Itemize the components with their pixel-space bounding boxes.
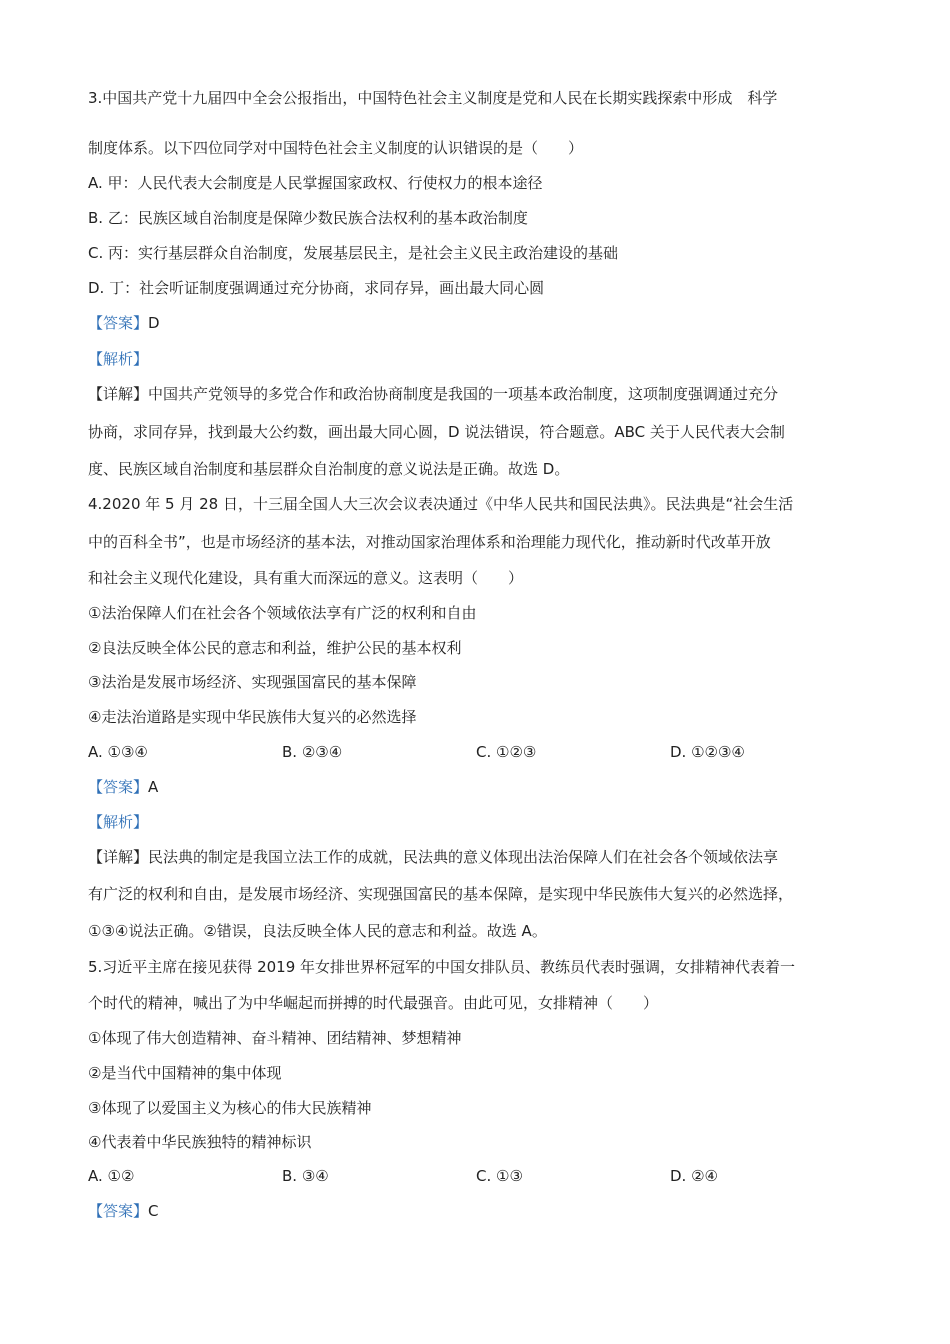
- q5-stem-line2: 个时代的精神，喊出了为中华崛起而拼搏的时代最强音。由此可见，女排精神（ ）: [88, 994, 659, 1012]
- q4-stem-line2: 中的百科全书”，也是市场经济的基本法，对推动国家治理体系和治理能力现代化，推动新时代改革开放: [88, 533, 771, 551]
- q5-option-b: B. ③④: [282, 1167, 329, 1185]
- detail-text: 民法典的制定是我国立法工作的成就，民法典的意义体现出法治保障人们在社会各个领域依法享: [148, 848, 779, 866]
- q4-stem-line1: 4.2020 年 5 月 28 日，十三届全国人大三次会议表决通过《中华人民共和国民法典》。民法典是“社会生活: [88, 495, 794, 513]
- q3-option-a: A. 甲：人民代表大会制度是人民掌握国家政权、行使权力的根本途径: [88, 174, 543, 192]
- q5-option-a: A. ①②: [88, 1167, 135, 1185]
- q3-answer: [88, 313, 160, 333]
- answer-tag: 【答案】: [88, 314, 149, 332]
- q5-stem-line1: 5.习近平主席在接见获得 2019 年女排世界杯冠军的中国女排队员、教练员代表时强调，女排精神代表着一: [88, 958, 796, 976]
- q3-stem-line1: 3.中国共产党十九届四中全会公报指出，中国特色社会主义制度是党和人民在长期实践探索中形成 科学: [88, 89, 778, 107]
- q3-option-b: B. 乙：民族区域自治制度是保障少数民族合法权利的基本政治制度: [88, 209, 528, 227]
- q3-detail-line1: [88, 384, 778, 404]
- q3-stem-line2: 制度体系。以下四位同学对中国特色社会主义制度的认识错误的是（ ）: [88, 139, 584, 157]
- q4-answer: [88, 777, 158, 797]
- q4-item4: ④走法治道路是实现中华民族伟大复兴的必然选择: [88, 708, 417, 726]
- q5-item1: ①体现了伟大创造精神、奋斗精神、团结精神、梦想精神: [88, 1029, 462, 1047]
- answer-tag: 【答案】: [88, 778, 149, 796]
- q4-item1: ①法治保障人们在社会各个领域依法享有广泛的权利和自由: [88, 604, 477, 622]
- q5-item4: ④代表着中华民族独特的精神标识: [88, 1133, 312, 1151]
- q4-option-c: C. ①②③: [476, 743, 537, 761]
- q5-option-d: D. ②④: [670, 1167, 718, 1185]
- q4-item3: ③法治是发展市场经济、实现强国富民的基本保障: [88, 673, 417, 691]
- q3-analysis-tag: 【解析】: [88, 350, 149, 368]
- q4-analysis-tag: 【解析】: [88, 813, 149, 831]
- q5-item2: ②是当代中国精神的集中体现: [88, 1064, 282, 1082]
- q5-answer: [88, 1201, 159, 1221]
- detail-tag: 【详解】: [88, 385, 149, 403]
- q3-detail-line2: 协商，求同存异，找到最大公约数，画出最大同心圆，D 说法错误，符合题意。ABC 关于人民代表大会制: [88, 423, 785, 441]
- answer-tag: 【答案】: [88, 1202, 149, 1220]
- detail-tag: 【详解】: [88, 848, 149, 866]
- answer-value: A: [148, 778, 159, 796]
- q3-detail-line3: 度、民族区域自治制度和基层群众自治制度的意义说法是正确。故选 D。: [88, 460, 570, 478]
- q4-option-d: D. ①②③④: [670, 743, 745, 761]
- q4-item2: ②良法反映全体公民的意志和利益，维护公民的基本权利: [88, 639, 462, 657]
- q3-option-d: D. 丁：社会听证制度强调通过充分协商，求同存异，画出最大同心圆: [88, 279, 545, 297]
- q3-option-c: C. 丙：实行基层群众自治制度，发展基层民主，是社会主义民主政治建设的基础: [88, 244, 619, 262]
- q4-stem-line3: 和社会主义现代化建设，具有重大而深远的意义。这表明（ ）: [88, 569, 524, 587]
- answer-value: D: [148, 314, 160, 332]
- q5-item3: ③体现了以爱国主义为核心的伟大民族精神: [88, 1099, 372, 1117]
- q5-option-c: C. ①③: [476, 1167, 523, 1185]
- detail-text: 中国共产党领导的多党合作和政治协商制度是我国的一项基本政治制度，这项制度强调通过充分: [148, 385, 779, 403]
- answer-value: C: [148, 1202, 159, 1220]
- q4-detail-line1: [88, 847, 778, 867]
- q4-detail-line3: ①③④说法正确。②错误，良法反映全体人民的意志和利益。故选 A。: [88, 922, 547, 940]
- q4-option-b: B. ②③④: [282, 743, 343, 761]
- q4-detail-line2: 有广泛的权利和自由，是发展市场经济、实现强国富民的基本保障，是实现中华民族伟大复兴的必然选择，: [88, 885, 794, 903]
- q4-option-a: A. ①③④: [88, 743, 148, 761]
